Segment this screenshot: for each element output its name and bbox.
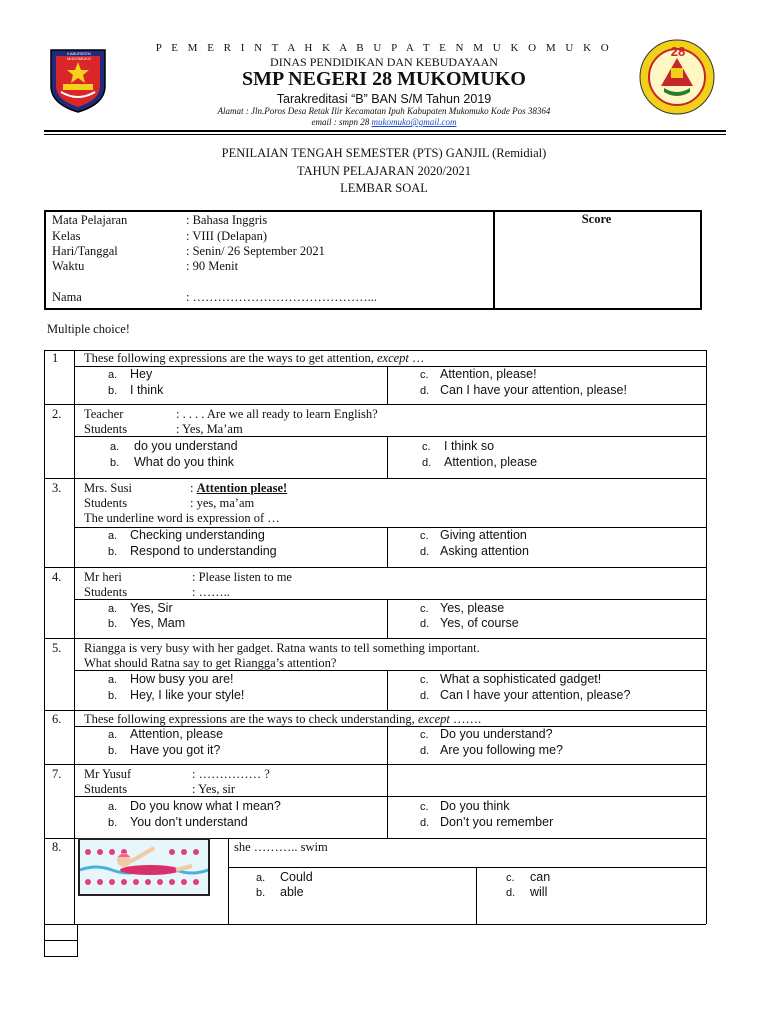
government-name: P E M E R I N T A H K A B U P A T E N M U K O M U K O (155, 42, 613, 54)
q7-divider (74, 796, 706, 797)
q4-option-b[interactable]: Yes, Mam (130, 616, 186, 630)
q8-letter-a: a. (256, 872, 266, 884)
q6-except: except (417, 712, 450, 726)
q2-letter-a: a. (110, 441, 120, 453)
subject-label: Mata Pelajaran (52, 213, 128, 227)
q4-letter-c: c. (420, 603, 429, 615)
q3-letter-a: a. (108, 530, 118, 542)
q8-divider (228, 867, 706, 868)
q2-letter-b: b. (110, 457, 120, 469)
opt-col-line (387, 726, 388, 764)
q3-option-b[interactable]: Respond to understanding (130, 544, 277, 558)
school-email-line (0, 117, 768, 127)
q8-letter-d: d. (506, 887, 516, 899)
empty-row (44, 924, 78, 941)
header-rule-thin (44, 134, 726, 135)
q2-option-d[interactable]: Attention, please (444, 455, 538, 469)
opt-col-line (387, 670, 388, 710)
num-col-line (74, 404, 75, 478)
num-col-line (74, 350, 75, 404)
q7-option-d[interactable]: Don’t you remember (440, 815, 554, 829)
date-label: Hari/Tanggal (52, 244, 118, 258)
q2-option-a[interactable]: do you understand (134, 439, 238, 453)
q6-tail: ……. (449, 712, 482, 726)
q6-number: 6. (52, 712, 62, 726)
q4-number: 4. (52, 570, 62, 584)
class-value: : VIII (Delapan) (186, 229, 267, 243)
q1-option-a[interactable]: Hey (130, 367, 153, 381)
q1-except: except (376, 351, 409, 365)
q6-option-b[interactable]: Have you got it? (130, 743, 221, 757)
q7-letter-c: c. (420, 801, 429, 813)
q4-option-a[interactable]: Yes, Sir (130, 601, 173, 615)
q1-stem: These following expressions are the ways to get attention, (84, 351, 377, 365)
q6-option-a[interactable]: Attention, please (130, 727, 224, 741)
row-divider (44, 710, 706, 711)
row-divider (44, 638, 706, 639)
q6-option-c[interactable]: Do you understand? (440, 727, 553, 741)
q3-underlined: Attention please! (196, 481, 288, 495)
header-rule-thick (44, 130, 726, 132)
q1-letter-b: b. (108, 385, 118, 397)
empty-row (44, 941, 78, 957)
num-col-line (74, 638, 75, 710)
name-label: Nama (52, 290, 82, 304)
q3-line-2: : yes, ma’am (190, 496, 255, 510)
row-divider (44, 567, 706, 568)
q5-option-a[interactable]: How busy you are! (130, 672, 234, 686)
q6-letter-b: b. (108, 745, 118, 757)
q4-line-1: : Please listen to me (192, 570, 292, 584)
q6-letter-a: a. (108, 729, 118, 741)
q1-letter-d: d. (420, 385, 430, 397)
q8-option-a[interactable]: Could (280, 870, 313, 884)
q7-number: 7. (52, 767, 62, 781)
subject-value: : Bahasa Inggris (186, 213, 268, 227)
row-divider (44, 764, 706, 765)
image-col-line (228, 838, 229, 924)
q1-letter-c: c. (420, 369, 429, 381)
q5-option-c[interactable]: What a sophisticated gadget! (440, 672, 602, 686)
department-name: DINAS PENDIDIKAN DAN KEBUDAYAAN (270, 55, 498, 69)
q4-speaker-1: Mr heri (84, 570, 122, 584)
q5-letter-d: d. (420, 690, 430, 702)
q3-option-d[interactable]: Asking attention (440, 544, 529, 558)
q7-speaker-1: Mr Yusuf (84, 767, 132, 781)
sheet-title: LEMBAR SOAL (340, 181, 428, 195)
date-value: : Senin/ 26 September 2021 (186, 244, 325, 258)
q2-divider (74, 436, 706, 437)
q8-letter-b: b. (256, 887, 266, 899)
q7-line-2: : Yes, sir (192, 782, 236, 796)
school-logo-number: 28 (670, 44, 686, 59)
num-col-line (74, 764, 75, 838)
q1-number: 1 (52, 351, 59, 365)
q5-option-b[interactable]: Hey, I like your style! (130, 688, 245, 702)
num-col-line (74, 838, 75, 924)
q1-option-d[interactable]: Can I have your attention, please! (440, 383, 627, 397)
q5-stem-2: What should Ratna say to get Riangga’s attention? (84, 656, 337, 670)
email-label: email : smpn 28 (311, 117, 372, 127)
q3-number: 3. (52, 481, 62, 495)
table-right-border (706, 350, 707, 924)
q3-letter-c: c. (420, 530, 429, 542)
q6-letter-d: d. (420, 745, 430, 757)
opt-col-line (476, 867, 477, 924)
q7-letter-a: a. (108, 801, 118, 813)
q2-line-2: : Yes, Ma’am (176, 422, 243, 436)
row-divider (44, 478, 706, 479)
q4-letter-d: d. (420, 618, 430, 630)
q1-text (84, 351, 425, 366)
q3-speaker-1: Mrs. Susi (84, 481, 132, 495)
table-left-border (44, 350, 45, 924)
num-col-line (74, 478, 75, 567)
q7-option-c[interactable]: Do you think (440, 799, 510, 813)
q6-stem: These following expressions are the ways to check understanding, (84, 712, 418, 726)
q7-option-a[interactable]: Do you know what I mean? (130, 799, 281, 813)
school-name: SMP NEGERI 28 MUKOMUKO (242, 68, 526, 90)
instruction: Multiple choice! (47, 322, 130, 336)
q6-text (84, 712, 481, 727)
q8-option-d[interactable]: will (530, 885, 548, 899)
q1-option-c[interactable]: Attention, please! (440, 367, 537, 381)
q4-option-c[interactable]: Yes, please (440, 601, 505, 615)
q3-prompt: The underline word is expression of … (84, 511, 280, 525)
q1-tail: … (408, 351, 425, 365)
q7-line-1: : …………… ? (192, 767, 270, 781)
opt-col-line (387, 599, 388, 638)
academic-year: TAHUN PELAJARAN 2020/2021 (297, 164, 471, 178)
num-col-line (74, 567, 75, 638)
q2-letter-c: c. (422, 441, 431, 453)
q3-colon: : (190, 481, 197, 495)
q4-line-2: : …….. (192, 585, 230, 599)
q8-letter-c: c. (506, 872, 515, 884)
q7-letter-d: d. (420, 817, 430, 829)
opt-col-line (387, 764, 388, 838)
q8-number: 8. (52, 840, 62, 854)
exam-title: PENILAIAN TENGAH SEMESTER (PTS) GANJIL (Remidial) (221, 146, 547, 160)
swimmer-image (78, 838, 210, 896)
q3-option-a[interactable]: Checking understanding (130, 528, 265, 542)
q5-option-d[interactable]: Can I have your attention, please? (440, 688, 631, 702)
q1-option-b[interactable]: I think (130, 383, 164, 397)
q8-option-b[interactable]: able (280, 885, 304, 899)
row-divider (44, 404, 706, 405)
q7-option-b[interactable]: You don’t understand (130, 815, 248, 829)
num-col-line (74, 710, 75, 764)
opt-col-line (387, 527, 388, 567)
q8-stem: she ……….. swim (234, 840, 328, 854)
accreditation: Tarakreditasi “B” BAN S/M Tahun 2019 (276, 92, 492, 106)
q2-option-c[interactable]: I think so (444, 439, 495, 453)
q5-letter-b: b. (108, 690, 118, 702)
q4-divider (74, 599, 706, 600)
regency-logo-text: KABUPATEN MUKOMUKO (67, 51, 91, 61)
q2-speaker-1: Teacher (84, 407, 124, 421)
q4-speaker-2: Students (84, 585, 128, 599)
q5-letter-a: a. (108, 674, 118, 686)
q2-line-1: : . . . . Are we all ready to learn English? (176, 407, 378, 421)
q4-option-d[interactable]: Yes, of course (440, 616, 519, 630)
time-value: : 90 Menit (186, 259, 239, 273)
opt-col-line (387, 436, 388, 478)
q3-letter-d: d. (420, 546, 430, 558)
school-address: Alamat : Jln.Poros Desa Retak Ilir Kecamatan Ipuh Kabupaten Mukomuko Kode Pos 38364 (217, 106, 551, 116)
q3-option-c[interactable]: Giving attention (440, 528, 527, 542)
row-divider (44, 924, 706, 925)
q4-letter-a: a. (108, 603, 118, 615)
time-label: Waktu (52, 259, 85, 273)
q5-letter-c: c. (420, 674, 429, 686)
q3-line-1 (190, 481, 287, 496)
name-field[interactable]: : ……………………………………... (186, 290, 377, 304)
q5-number: 5. (52, 641, 62, 655)
score-label: Score (581, 212, 612, 226)
q2-speaker-2: Students (84, 422, 128, 436)
q4-letter-b: b. (108, 618, 118, 630)
q2-number: 2. (52, 407, 62, 421)
q3-letter-b: b. (108, 546, 118, 558)
q6-letter-c: c. (420, 729, 429, 741)
q6-option-d[interactable]: Are you following me? (440, 743, 563, 757)
q7-speaker-2: Students (84, 782, 128, 796)
q7-letter-b: b. (108, 817, 118, 829)
q8-option-c[interactable]: can (530, 870, 551, 884)
q2-letter-d: d. (422, 457, 432, 469)
q2-option-b[interactable]: What do you think (134, 455, 235, 469)
q1-divider (74, 366, 706, 367)
class-label: Kelas (52, 229, 81, 243)
opt-col-line (387, 366, 388, 404)
q1-letter-a: a. (108, 369, 118, 381)
q3-speaker-2: Students (84, 496, 128, 510)
q5-stem-1: Riangga is very busy with her gadget. Ratna wants to tell something important. (84, 641, 480, 655)
email-link[interactable]: mukomuko@gmail.com (371, 117, 457, 127)
